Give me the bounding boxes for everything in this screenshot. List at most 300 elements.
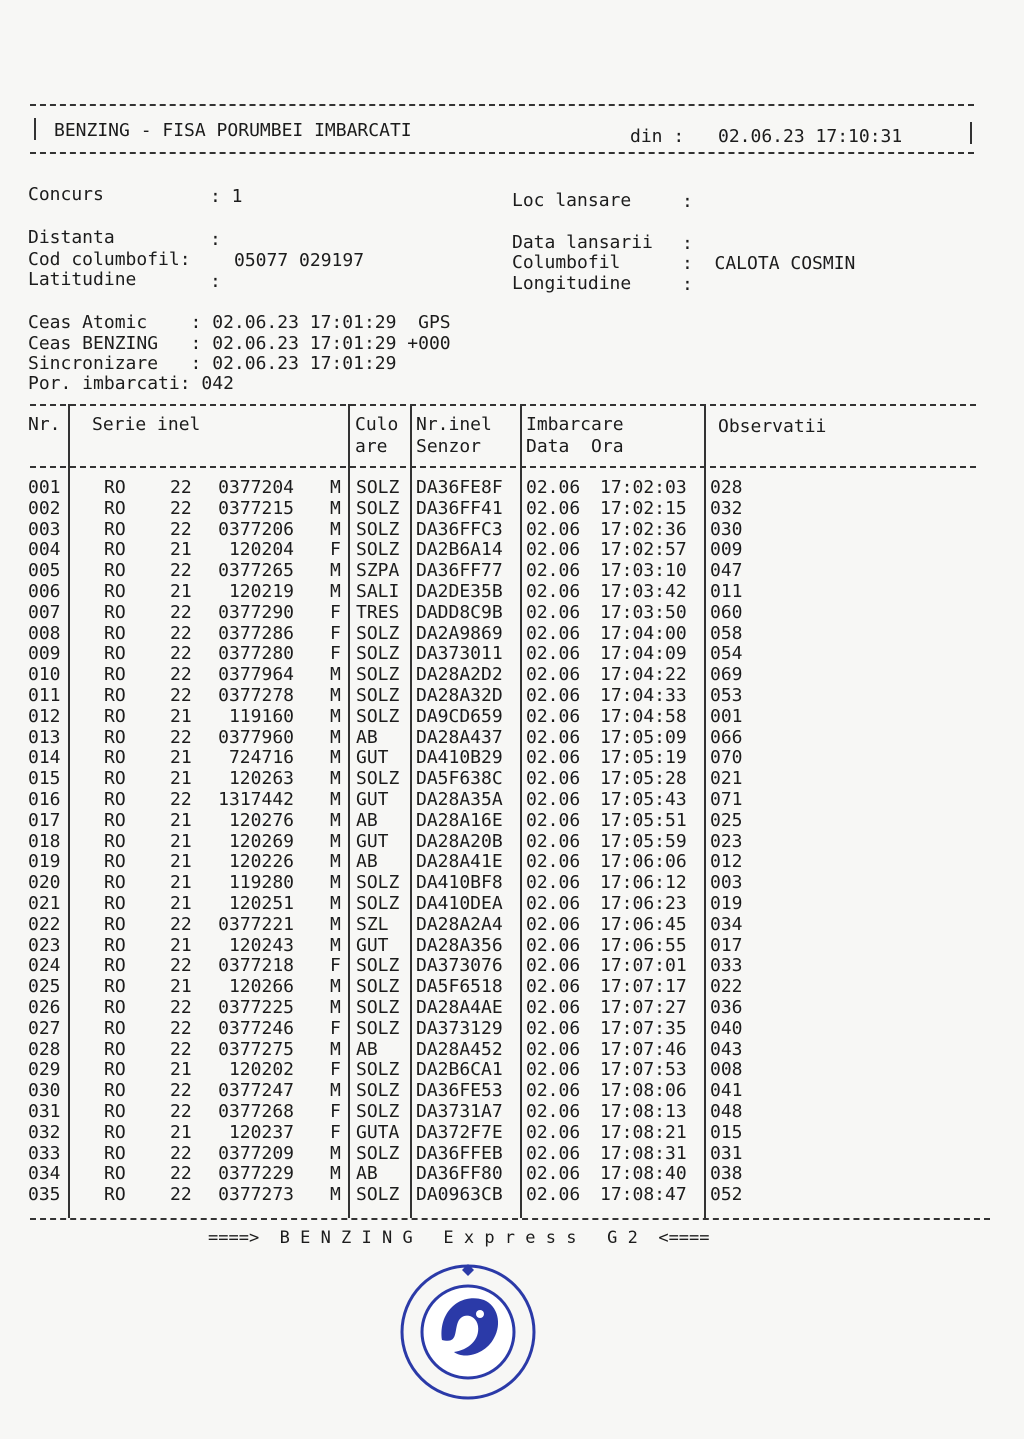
cell-tara: RO	[104, 1080, 126, 1102]
cell-nr: 010	[28, 664, 61, 686]
cell-an: 22	[170, 997, 192, 1018]
cell-senzor: DA28A4AE	[416, 997, 503, 1018]
cell-culoare: GUT	[356, 747, 389, 769]
cell-inel: 0377268	[218, 1101, 294, 1122]
cell-tara: RO	[104, 539, 126, 561]
cell-observatii: 071	[710, 789, 743, 810]
latitudine-label: Latitudine	[28, 269, 137, 290]
cell-data: 02.06	[526, 1038, 581, 1060]
cell-inel: 120269	[228, 830, 294, 852]
cell-sex: M	[330, 705, 341, 727]
cell-senzor: DA36FF41	[416, 497, 503, 519]
cell-observatii: 023	[710, 830, 743, 852]
cell-an: 22	[170, 560, 192, 582]
distanta-label: Distanta	[28, 227, 115, 248]
columbofil-value: : CALOTA COSMIN	[682, 253, 856, 274]
cell-senzor: DA28A41E	[416, 851, 503, 873]
cell-nr: 025	[28, 976, 61, 998]
cell-culoare: SOLZ	[356, 893, 400, 914]
ceas-atomic: Ceas Atomic : 02.06.23 17:01:29 GPS	[28, 312, 451, 333]
cell-an: 22	[170, 622, 192, 644]
cell-senzor: DA28A437	[416, 726, 503, 748]
cell-sex: M	[330, 477, 341, 498]
cell-observatii: 028	[710, 477, 743, 498]
cell-sex: M	[330, 997, 341, 1018]
cell-observatii: 032	[710, 497, 743, 519]
table-row	[0, 581, 1000, 602]
cell-an: 21	[170, 934, 192, 956]
cell-culoare: SOLZ	[356, 477, 400, 498]
cell-ora: 17:08:40	[600, 1163, 687, 1185]
cell-tara: RO	[104, 934, 126, 956]
cell-senzor: DA36FE53	[416, 1080, 503, 1102]
cell-data: 02.06	[526, 747, 581, 769]
table-header-border	[30, 466, 976, 468]
cell-inel: 0377225	[218, 997, 294, 1018]
cell-an: 22	[170, 497, 192, 519]
cell-an: 22	[170, 1163, 192, 1185]
cell-an: 22	[170, 955, 192, 977]
table-row	[0, 810, 1000, 831]
cell-tara: RO	[104, 913, 126, 935]
cell-inel: 120251	[228, 893, 294, 914]
cell-data: 02.06	[526, 851, 581, 873]
cell-ora: 17:07:53	[600, 1059, 687, 1081]
cell-sex: F	[330, 1121, 341, 1143]
cell-inel: 0377290	[218, 601, 294, 623]
table-row	[0, 664, 1000, 685]
cell-inel: 0377206	[218, 518, 294, 540]
cell-sex: M	[330, 976, 341, 998]
cell-nr: 011	[28, 685, 61, 706]
cell-sex: M	[330, 1038, 341, 1060]
table-row	[0, 706, 1000, 727]
cell-senzor: DA372F7E	[416, 1121, 503, 1143]
table-row	[0, 727, 1000, 748]
cell-ora: 17:05:51	[600, 809, 687, 831]
cell-sex: M	[330, 893, 341, 914]
cell-culoare: SOLZ	[356, 768, 400, 790]
cell-senzor: DA373129	[416, 1017, 503, 1039]
cell-sex: M	[330, 1163, 341, 1185]
cell-tara: RO	[104, 622, 126, 644]
cell-sex: M	[330, 830, 341, 852]
cell-data: 02.06	[526, 601, 581, 623]
cell-culoare: SOLZ	[356, 643, 400, 665]
table-row	[0, 1059, 1000, 1080]
report-title: BENZING - FISA PORUMBEI IMBARCATI	[54, 120, 412, 141]
cell-culoare: TRES	[356, 601, 400, 623]
cell-observatii: 021	[710, 768, 743, 790]
cell-observatii: 009	[710, 539, 743, 561]
cell-nr: 032	[28, 1121, 61, 1143]
cell-an: 21	[170, 539, 192, 561]
cell-inel: 0377964	[218, 664, 294, 686]
cell-sex: M	[330, 518, 341, 540]
cell-data: 02.06	[526, 581, 581, 602]
header-bottom-border	[30, 152, 974, 154]
cell-nr: 024	[28, 955, 61, 977]
cell-inel: 120219	[228, 581, 294, 602]
cell-data: 02.06	[526, 1142, 581, 1164]
cell-nr: 035	[28, 1184, 61, 1206]
cell-observatii: 001	[710, 705, 743, 727]
columbofil-label: Columbofil	[512, 252, 621, 273]
data-lansarii-value: :	[682, 233, 693, 254]
cell-an: 22	[170, 601, 192, 623]
cell-data: 02.06	[526, 477, 581, 498]
cell-observatii: 015	[710, 1121, 743, 1143]
cell-ora: 17:05:28	[600, 768, 687, 790]
table-row	[0, 831, 1000, 852]
cell-data: 02.06	[526, 497, 581, 519]
cell-culoare: SOLZ	[356, 518, 400, 540]
cell-culoare: SZL	[356, 913, 389, 935]
col-header-imbarcare-2: Data Ora	[526, 436, 624, 457]
cell-inel: 120276	[228, 809, 294, 831]
cell-ora: 17:07:27	[600, 997, 687, 1018]
cell-observatii: 033	[710, 955, 743, 977]
cell-data: 02.06	[526, 518, 581, 540]
cell-inel: 119160	[228, 705, 294, 727]
cell-observatii: 022	[710, 976, 743, 998]
cell-inel: 0377278	[218, 685, 294, 706]
cell-ora: 17:08:47	[600, 1184, 687, 1206]
loc-lansare-value: :	[682, 191, 693, 212]
cell-senzor: DA28A2D2	[416, 664, 503, 686]
cell-ora: 17:08:31	[600, 1142, 687, 1164]
cell-data: 02.06	[526, 809, 581, 831]
header-left-border	[34, 118, 36, 140]
cell-senzor: DA28A16E	[416, 809, 503, 831]
cell-tara: RO	[104, 1038, 126, 1060]
col-header-nrinel-1: Nr.inel	[416, 414, 492, 435]
cell-nr: 030	[28, 1080, 61, 1102]
cell-culoare: SOLZ	[356, 1184, 400, 1206]
cell-tara: RO	[104, 1121, 126, 1143]
cell-sex: M	[330, 1080, 341, 1102]
cell-senzor: DA2B6A14	[416, 539, 503, 561]
concurs-label: Concurs	[28, 184, 104, 205]
cell-data: 02.06	[526, 622, 581, 644]
cell-culoare: SALI	[356, 581, 400, 602]
cell-sex: M	[330, 913, 341, 935]
cell-senzor: DA36FFC3	[416, 518, 503, 540]
cell-nr: 015	[28, 768, 61, 790]
cell-an: 21	[170, 705, 192, 727]
cell-inel: 0377960	[218, 726, 294, 748]
cell-tara: RO	[104, 643, 126, 665]
cell-nr: 016	[28, 789, 61, 810]
cell-senzor: DA2B6CA1	[416, 1059, 503, 1081]
cell-data: 02.06	[526, 893, 581, 914]
cell-culoare: SOLZ	[356, 1059, 400, 1081]
cell-nr: 008	[28, 622, 61, 644]
cell-tara: RO	[104, 685, 126, 706]
cell-tara: RO	[104, 601, 126, 623]
cell-culoare: SOLZ	[356, 622, 400, 644]
cell-observatii: 058	[710, 622, 743, 644]
cell-an: 21	[170, 830, 192, 852]
cell-an: 21	[170, 851, 192, 873]
cell-senzor: DA410B29	[416, 747, 503, 769]
cell-tara: RO	[104, 851, 126, 873]
cell-inel: 0377280	[218, 643, 294, 665]
cell-an: 21	[170, 1121, 192, 1143]
cell-sex: M	[330, 768, 341, 790]
cell-inel: 0377247	[218, 1080, 294, 1102]
cell-inel: 1317442	[218, 789, 294, 810]
cell-nr: 012	[28, 705, 61, 727]
cell-an: 21	[170, 809, 192, 831]
cod-value: 05077 029197	[234, 250, 365, 271]
cell-data: 02.06	[526, 1184, 581, 1206]
cell-tara: RO	[104, 997, 126, 1018]
table-row	[0, 519, 1000, 540]
cell-tara: RO	[104, 1184, 126, 1206]
cell-inel: 0377265	[218, 560, 294, 582]
cell-nr: 017	[28, 809, 61, 831]
cell-an: 22	[170, 685, 192, 706]
cell-ora: 17:02:15	[600, 497, 687, 519]
cell-culoare: SOLZ	[356, 997, 400, 1018]
cell-observatii: 043	[710, 1038, 743, 1060]
cell-culoare: GUT	[356, 830, 389, 852]
cell-inel: 724716	[228, 747, 294, 769]
cell-inel: 0377246	[218, 1017, 294, 1039]
cell-tara: RO	[104, 768, 126, 790]
cell-ora: 17:07:46	[600, 1038, 687, 1060]
table-row	[0, 1163, 1000, 1184]
federation-stamp	[398, 1262, 538, 1402]
cell-data: 02.06	[526, 560, 581, 582]
cell-inel: 0377229	[218, 1163, 294, 1185]
cell-culoare: GUTA	[356, 1121, 400, 1143]
cell-senzor: DA373011	[416, 643, 503, 665]
cell-ora: 17:06:45	[600, 913, 687, 935]
cell-tara: RO	[104, 518, 126, 540]
cell-culoare: SOLZ	[356, 705, 400, 727]
cell-senzor: DA36FF80	[416, 1163, 503, 1185]
cell-ora: 17:03:42	[600, 581, 687, 602]
cell-ora: 17:07:17	[600, 976, 687, 998]
cell-senzor: DA2DE35B	[416, 581, 503, 602]
cell-tara: RO	[104, 1059, 126, 1081]
cell-nr: 027	[28, 1017, 61, 1039]
cell-data: 02.06	[526, 685, 581, 706]
cell-sex: M	[330, 685, 341, 706]
cell-inel: 120243	[228, 934, 294, 956]
cell-nr: 021	[28, 893, 61, 914]
table-row	[0, 997, 1000, 1018]
table-row	[0, 477, 1000, 498]
table-row	[0, 539, 1000, 560]
cell-data: 02.06	[526, 872, 581, 894]
cell-sex: F	[330, 643, 341, 665]
cell-ora: 17:04:00	[600, 622, 687, 644]
cell-observatii: 054	[710, 643, 743, 665]
cell-inel: 120266	[228, 976, 294, 998]
cell-tara: RO	[104, 955, 126, 977]
cell-inel: 0377221	[218, 913, 294, 935]
cod-label: Cod columbofil:	[28, 249, 191, 270]
cell-tara: RO	[104, 1163, 126, 1185]
table-row	[0, 623, 1000, 644]
cell-sex: M	[330, 581, 341, 602]
cell-culoare: SOLZ	[356, 872, 400, 894]
cell-nr: 014	[28, 747, 61, 769]
cell-sex: F	[330, 1059, 341, 1081]
cell-sex: F	[330, 1101, 341, 1122]
cell-culoare: SOLZ	[356, 1080, 400, 1102]
cell-nr: 009	[28, 643, 61, 665]
cell-tara: RO	[104, 581, 126, 602]
cell-inel: 0377215	[218, 497, 294, 519]
cell-tara: RO	[104, 872, 126, 894]
cell-sex: M	[330, 726, 341, 748]
cell-tara: RO	[104, 1017, 126, 1039]
cell-data: 02.06	[526, 1080, 581, 1102]
cell-an: 22	[170, 1080, 192, 1102]
cell-observatii: 025	[710, 809, 743, 831]
cell-observatii: 052	[710, 1184, 743, 1206]
cell-observatii: 019	[710, 893, 743, 914]
cell-senzor: DADD8C9B	[416, 601, 503, 623]
cell-an: 22	[170, 1142, 192, 1164]
table-row	[0, 1018, 1000, 1039]
cell-an: 22	[170, 518, 192, 540]
cell-culoare: AB	[356, 851, 378, 873]
cell-nr: 002	[28, 497, 61, 519]
cell-ora: 17:06:06	[600, 851, 687, 873]
cell-an: 22	[170, 664, 192, 686]
cell-data: 02.06	[526, 955, 581, 977]
table-row	[0, 1122, 1000, 1143]
din-label: din :	[630, 126, 685, 147]
cell-inel: 120202	[228, 1059, 294, 1081]
cell-ora: 17:06:12	[600, 872, 687, 894]
cell-nr: 029	[28, 1059, 61, 1081]
cell-data: 02.06	[526, 643, 581, 665]
distanta-value: :	[210, 229, 221, 250]
cell-ora: 17:05:19	[600, 747, 687, 769]
cell-an: 22	[170, 789, 192, 810]
cell-nr: 013	[28, 726, 61, 748]
cell-nr: 020	[28, 872, 61, 894]
table-row	[0, 872, 1000, 893]
cell-sex: M	[330, 497, 341, 519]
cell-sex: M	[330, 747, 341, 769]
cell-inel: 0377209	[218, 1142, 294, 1164]
cell-culoare: SOLZ	[356, 1101, 400, 1122]
cell-ora: 17:04:22	[600, 664, 687, 686]
cell-ora: 17:05:59	[600, 830, 687, 852]
cell-ora: 17:02:03	[600, 477, 687, 498]
cell-senzor: DA410BF8	[416, 872, 503, 894]
cell-tara: RO	[104, 477, 126, 498]
cell-nr: 003	[28, 518, 61, 540]
cell-nr: 019	[28, 851, 61, 873]
table-row	[0, 602, 1000, 623]
cell-sex: M	[330, 809, 341, 831]
cell-observatii: 031	[710, 1142, 743, 1164]
table-row	[0, 685, 1000, 706]
cell-an: 22	[170, 1184, 192, 1206]
cell-inel: 0377275	[218, 1038, 294, 1060]
cell-data: 02.06	[526, 539, 581, 561]
cell-nr: 005	[28, 560, 61, 582]
cell-inel: 120226	[228, 851, 294, 873]
cell-sex: M	[330, 934, 341, 956]
longitudine-label: Longitudine	[512, 273, 632, 294]
cell-tara: RO	[104, 830, 126, 852]
cell-an: 21	[170, 1059, 192, 1081]
cell-sex: M	[330, 851, 341, 873]
cell-culoare: SOLZ	[356, 685, 400, 706]
cell-data: 02.06	[526, 1121, 581, 1143]
cell-culoare: SOLZ	[356, 497, 400, 519]
table-row	[0, 643, 1000, 664]
table-row	[0, 560, 1000, 581]
cell-data: 02.06	[526, 789, 581, 810]
cell-senzor: DA28A32D	[416, 685, 503, 706]
cell-culoare: SOLZ	[356, 955, 400, 977]
cell-nr: 031	[28, 1101, 61, 1122]
cell-ora: 17:04:33	[600, 685, 687, 706]
cell-data: 02.06	[526, 1017, 581, 1039]
cell-ora: 17:06:55	[600, 934, 687, 956]
cell-nr: 033	[28, 1142, 61, 1164]
cell-senzor: DA3731A7	[416, 1101, 503, 1122]
cell-culoare: SOLZ	[356, 976, 400, 998]
cell-observatii: 053	[710, 685, 743, 706]
ceas-benzing: Ceas BENZING : 02.06.23 17:01:29 +000	[28, 333, 451, 354]
cell-observatii: 040	[710, 1017, 743, 1039]
cell-sex: F	[330, 622, 341, 644]
cell-data: 02.06	[526, 768, 581, 790]
cell-an: 21	[170, 581, 192, 602]
cell-senzor: DA28A356	[416, 934, 503, 956]
cell-an: 21	[170, 893, 192, 914]
cell-data: 02.06	[526, 726, 581, 748]
cell-data: 02.06	[526, 913, 581, 935]
cell-data: 02.06	[526, 997, 581, 1018]
header-right-border	[970, 122, 972, 144]
cell-data: 02.06	[526, 1059, 581, 1081]
cell-inel: 120263	[228, 768, 294, 790]
table-row	[0, 1184, 1000, 1205]
table-row	[0, 935, 1000, 956]
cell-tara: RO	[104, 1142, 126, 1164]
cell-observatii: 034	[710, 913, 743, 935]
cell-tara: RO	[104, 976, 126, 998]
cell-sex: M	[330, 789, 341, 810]
cell-tara: RO	[104, 1101, 126, 1122]
cell-sex: M	[330, 664, 341, 686]
report-datetime: 02.06.23 17:10:31	[718, 126, 903, 147]
cell-culoare: AB	[356, 809, 378, 831]
cell-senzor: DA28A35A	[416, 789, 503, 810]
sincronizare: Sincronizare : 02.06.23 17:01:29	[28, 353, 397, 374]
footer-brand: ====> B E N Z I N G E x p r e s s G 2 <====	[208, 1228, 710, 1248]
table-row	[0, 768, 1000, 789]
cell-tara: RO	[104, 747, 126, 769]
col-header-observatii: Observatii	[718, 416, 827, 437]
table-row	[0, 976, 1000, 997]
cell-ora: 17:05:09	[600, 726, 687, 748]
cell-data: 02.06	[526, 1163, 581, 1185]
table-row	[0, 955, 1000, 976]
